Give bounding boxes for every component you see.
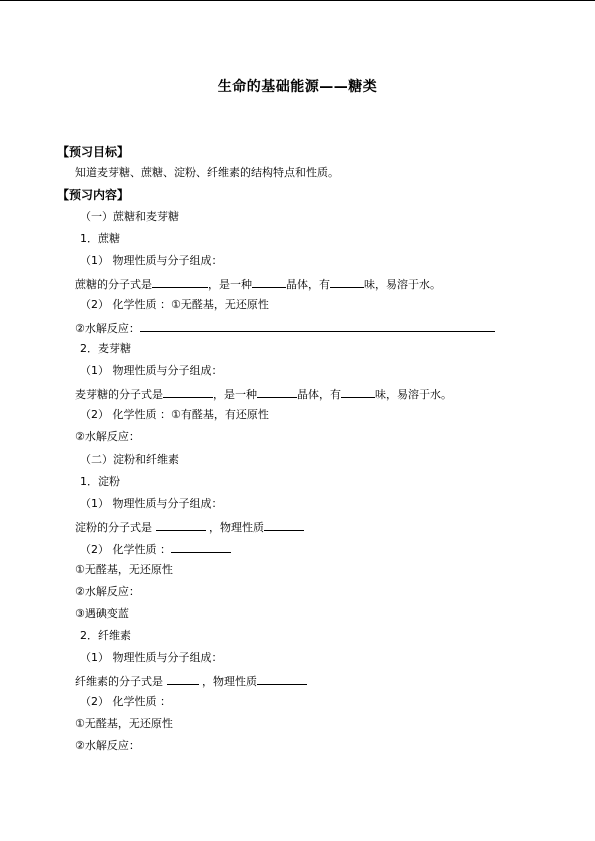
cellulose-formula-prefix: 纤维素的分子式是: [75, 675, 167, 688]
starch-phys-label: （1） 物理性质与分子组成：: [80, 497, 223, 510]
cellulose-title: 2．纤维素: [80, 629, 131, 642]
part2-heading: （二）淀粉和纤维素: [80, 453, 179, 466]
cellulose-item2: ②水解反应：: [75, 739, 140, 752]
cellulose-formula-line: [75, 673, 307, 689]
starch-formula-blank[interactable]: [156, 519, 206, 531]
cellulose-item1: ①无醛基，无还原性: [75, 717, 173, 730]
page-title: 生命的基础能源——糖类: [217, 79, 378, 95]
cellulose-chem-label: （2） 化学性质 ：: [80, 695, 171, 708]
maltose-formula-mid2: 晶体，有: [297, 388, 341, 401]
starch-formula-line: [75, 519, 304, 535]
maltose-title: 2．麦芽糖: [80, 342, 131, 355]
maltose-crystal-blank[interactable]: [257, 386, 297, 398]
starch-formula-mid: ，物理性质: [205, 521, 264, 534]
sucrose-formula-mid2: 晶体，有: [286, 278, 330, 291]
sucrose-formula-end: 味，易溶于水。: [364, 278, 441, 291]
sucrose-crystal-blank[interactable]: [252, 276, 286, 288]
starch-item3: ③遇碘变蓝: [75, 607, 129, 620]
starch-item2: ②水解反应：: [75, 585, 140, 598]
sucrose-hydrolysis-blank[interactable]: [140, 320, 495, 332]
cellulose-formula-mid: ，物理性质: [198, 675, 257, 688]
cellulose-formula-blank[interactable]: [167, 673, 199, 685]
top-border-line: [0, 0, 595, 1]
maltose-taste-blank[interactable]: [341, 386, 375, 398]
content-heading: 【预习内容】: [57, 188, 130, 202]
sucrose-formula-prefix: 蔗糖的分子式是: [75, 278, 152, 291]
maltose-hydrolysis: ②水解反应：: [75, 430, 140, 443]
sucrose-chem-label: （2） 化学性质 ：①无醛基，无还原性: [80, 298, 269, 311]
cellulose-phys-label: （1） 物理性质与分子组成：: [80, 651, 223, 664]
maltose-formula-prefix: 麦芽糖的分子式是: [75, 388, 163, 401]
sucrose-hydrolysis-line: [75, 320, 495, 336]
sucrose-title: 1．蔗糖: [80, 232, 120, 245]
starch-chem-line: [80, 541, 231, 557]
maltose-phys-label: （1） 物理性质与分子组成：: [80, 364, 223, 377]
sucrose-taste-blank[interactable]: [330, 276, 364, 288]
maltose-formula-line: [75, 386, 452, 402]
maltose-formula-blank[interactable]: [163, 386, 213, 398]
goal-text: 知道麦芽糖、蔗糖、淀粉、纤维素的结构特点和性质。: [75, 166, 339, 179]
starch-item1: ①无醛基，无还原性: [75, 563, 173, 576]
sucrose-hydrolysis-label: ②水解反应：: [75, 322, 140, 335]
sucrose-formula-mid1: ，是一种: [208, 278, 252, 291]
starch-chem-blank[interactable]: [171, 541, 231, 553]
starch-property-blank[interactable]: [264, 519, 304, 531]
part1-heading: （一）蔗糖和麦芽糖: [80, 210, 179, 223]
maltose-chem-label: （2） 化学性质 ：①有醛基，有还原性: [80, 408, 269, 421]
starch-chem-label: （2） 化学性质 ：: [80, 543, 171, 556]
sucrose-phys-label: （1） 物理性质与分子组成：: [80, 254, 223, 267]
maltose-formula-mid1: ，是一种: [213, 388, 257, 401]
starch-formula-prefix: 淀粉的分子式是: [75, 521, 156, 534]
starch-title: 1．淀粉: [80, 475, 120, 488]
goal-heading: 【预习目标】: [57, 145, 130, 159]
cellulose-property-blank[interactable]: [257, 673, 307, 685]
maltose-formula-end: 味，易溶于水。: [375, 388, 452, 401]
sucrose-formula-blank[interactable]: [152, 276, 208, 288]
sucrose-formula-line: [75, 276, 441, 292]
